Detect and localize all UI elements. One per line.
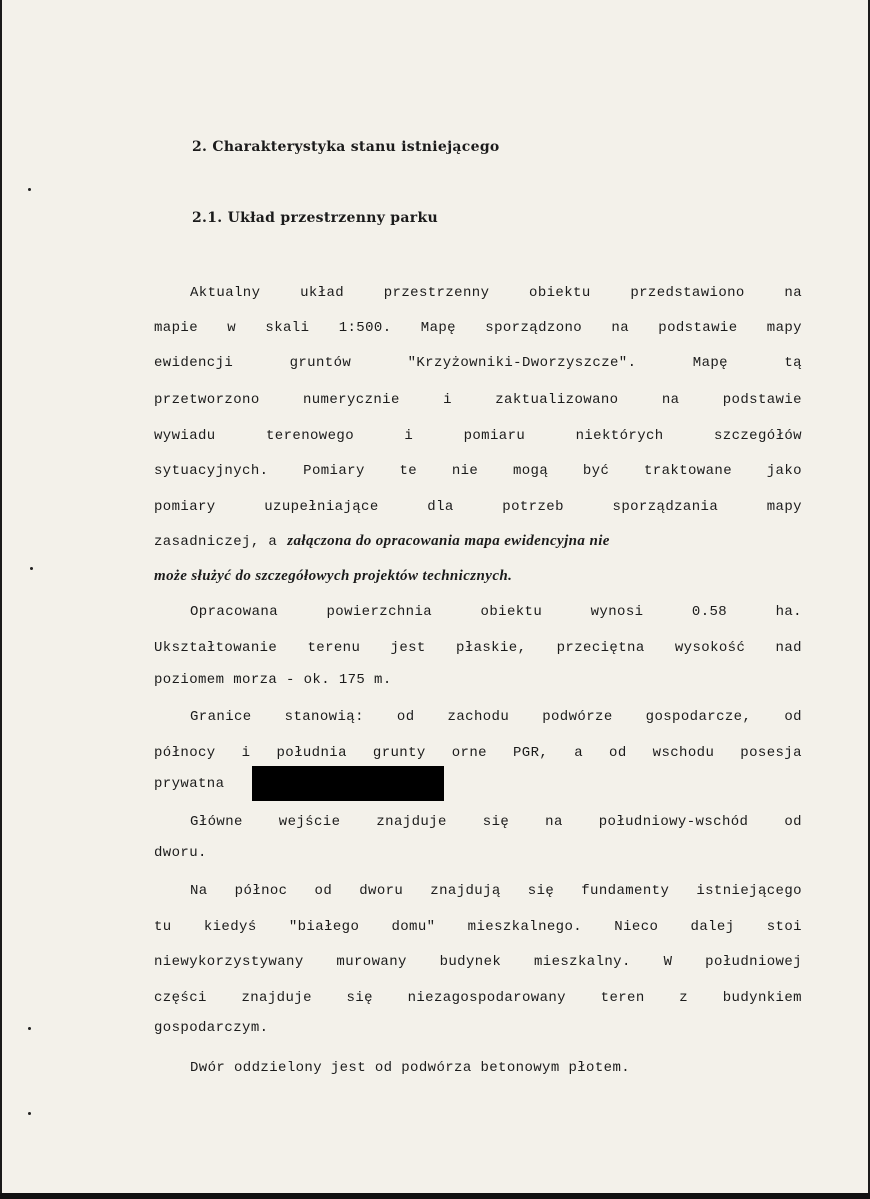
text-line: [154, 320, 802, 336]
word: numerycznie: [302, 392, 400, 408]
emphasis-text: załączona do opracowania mapa ewidencyjna nie: [287, 533, 610, 549]
word: fundamenty: [581, 883, 670, 899]
word: i: [404, 428, 414, 444]
scan-edge: [0, 1193, 870, 1199]
text-line: [154, 954, 802, 970]
word: budynkiem: [722, 990, 802, 1006]
word: powierzchnia: [326, 604, 433, 620]
text-line: [190, 285, 802, 301]
scan-speck: [28, 188, 31, 191]
word: sporządzania: [612, 499, 719, 515]
word: ha.: [775, 604, 802, 620]
word: Mapę: [692, 355, 728, 371]
word: terenowego: [266, 428, 355, 444]
word: być: [582, 463, 610, 479]
word: znajdują: [430, 883, 501, 899]
word: od: [784, 709, 802, 725]
word: nad: [775, 640, 802, 656]
word: znajduje: [376, 814, 447, 830]
word: a: [574, 745, 584, 761]
word: na: [661, 392, 680, 408]
text-line: gospodarczym.: [154, 1020, 269, 1036]
word: wschodu: [652, 745, 715, 761]
word: wejście: [278, 814, 341, 830]
word: murowany: [336, 954, 407, 970]
word: się: [346, 990, 373, 1006]
word: od: [609, 745, 627, 761]
word: wywiadu: [154, 428, 216, 444]
word: podstawie: [722, 392, 802, 408]
word: od: [784, 814, 802, 830]
text-line: poziomem morza - ok. 175 m.: [154, 672, 392, 688]
word: "Krzyżowniki-Dworzyszcze".: [407, 355, 637, 371]
scan-speck: [28, 1112, 31, 1115]
word: mapy: [766, 320, 802, 336]
word: części: [154, 990, 207, 1006]
word: gospodarcze,: [645, 709, 752, 725]
word: 0.58: [691, 604, 728, 620]
word: płaskie,: [455, 640, 527, 656]
word: jest: [390, 640, 426, 656]
word: się: [527, 883, 555, 899]
word: nie: [451, 463, 479, 479]
word: "białego: [288, 919, 360, 935]
word: Główne: [190, 814, 243, 830]
word: od: [396, 709, 415, 725]
word: wysokość: [674, 640, 746, 656]
word: PGR,: [512, 745, 549, 761]
word: podwórze: [542, 709, 613, 725]
word: dalej: [690, 919, 735, 935]
word: posesja: [740, 745, 802, 761]
word: szczegółów: [713, 428, 802, 444]
text-line: [154, 990, 802, 1006]
word: Na: [190, 883, 208, 899]
word: znajduje: [241, 990, 312, 1006]
word: niezagospodarowany: [407, 990, 566, 1006]
word: Opracowana: [190, 604, 279, 620]
word: orne: [451, 745, 487, 761]
text-line: prywatna: [154, 776, 225, 792]
redaction-box: [252, 766, 444, 801]
word: tą: [784, 355, 802, 371]
word: południa: [276, 745, 347, 761]
text-line: [190, 814, 802, 830]
word: teren: [600, 990, 645, 1006]
word: w: [227, 320, 237, 336]
word: te: [399, 463, 418, 479]
scan-speck: [30, 567, 33, 570]
word: domu": [391, 919, 436, 935]
word: Aktualny: [190, 285, 261, 301]
word: i: [443, 392, 452, 408]
word: się: [482, 814, 510, 830]
text-line: [154, 499, 802, 515]
word: 1:500.: [338, 320, 392, 336]
text-line: [190, 883, 802, 899]
word: przedstawiono: [630, 285, 745, 301]
word: niektórych: [575, 428, 664, 444]
word: Mapę: [420, 320, 456, 336]
word: pomiaru: [463, 428, 526, 444]
word: południowy-wschód: [598, 814, 749, 830]
word: dworu: [359, 883, 404, 899]
word: stoi: [766, 919, 802, 935]
word: układ: [300, 285, 345, 301]
word: i: [241, 745, 251, 761]
word: niewykorzystywany: [154, 954, 304, 970]
section-heading: 2. Charakterystyka stanu istniejącego: [192, 139, 500, 155]
word: Pomiary: [303, 463, 365, 479]
word: traktowane: [644, 463, 733, 479]
word: południowej: [705, 954, 802, 970]
word: obiektu: [529, 285, 591, 301]
word: na: [784, 285, 802, 301]
text-line: może służyć do szczegółowych projektów technicznych.: [154, 568, 513, 584]
word: gruntów: [289, 355, 352, 371]
word: istniejącego: [696, 883, 802, 899]
word: od: [314, 883, 333, 899]
word: kiedyś: [203, 919, 257, 935]
word: na: [611, 320, 629, 336]
word: ewidencji: [154, 355, 234, 371]
word: Granice: [190, 709, 252, 725]
word: stanowią:: [284, 709, 364, 725]
word: północ: [234, 883, 288, 899]
word: przetworzono: [154, 392, 260, 408]
word: potrzeb: [502, 499, 564, 515]
text-line: [154, 919, 802, 935]
text-line: [154, 355, 802, 371]
word: mieszkalny.: [533, 954, 631, 970]
text-line: [154, 640, 802, 656]
word: obiektu: [480, 604, 543, 620]
word: z: [679, 990, 689, 1006]
word: na: [545, 814, 563, 830]
text-line: Dwór oddzielony jest od podwórza betonowym płotem.: [190, 1060, 631, 1076]
word: sytuacyjnych.: [154, 463, 269, 479]
word: mapie: [154, 320, 199, 336]
text-line: [154, 463, 802, 479]
text-run: zasadniczej, a: [154, 534, 278, 550]
text-line: [154, 533, 802, 550]
word: sporządzono: [485, 320, 583, 336]
word: przeciętna: [556, 640, 645, 656]
word: wynosi: [590, 604, 644, 620]
word: tu: [154, 919, 172, 935]
document-page: [2, 0, 868, 1193]
text-line: dworu.: [154, 845, 207, 861]
word: dla: [427, 499, 454, 515]
word: grunty: [372, 745, 426, 761]
word: uzupełniające: [264, 499, 379, 515]
word: zachodu: [447, 709, 510, 725]
word: mapy: [766, 499, 802, 515]
text-line: [190, 709, 802, 725]
word: podstawie: [658, 320, 738, 336]
word: pomiary: [154, 499, 216, 515]
scan-speck: [28, 1027, 31, 1030]
word: Ukształtowanie: [154, 640, 278, 656]
word: przestrzenny: [383, 285, 490, 301]
text-line: [190, 604, 802, 620]
text-line: [154, 428, 802, 444]
word: Nieco: [614, 919, 659, 935]
word: mogą: [512, 463, 549, 479]
word: jako: [766, 463, 802, 479]
text-line: [154, 392, 802, 408]
word: budynek: [439, 954, 502, 970]
text-line: [154, 745, 802, 761]
word: północy: [154, 745, 216, 761]
word: skali: [265, 320, 310, 336]
subsection-heading: 2.1. Układ przestrzenny parku: [192, 210, 438, 226]
word: W: [663, 954, 673, 970]
word: terenu: [307, 640, 361, 656]
word: mieszkalnego.: [467, 919, 583, 935]
word: zaktualizowano: [495, 392, 619, 408]
